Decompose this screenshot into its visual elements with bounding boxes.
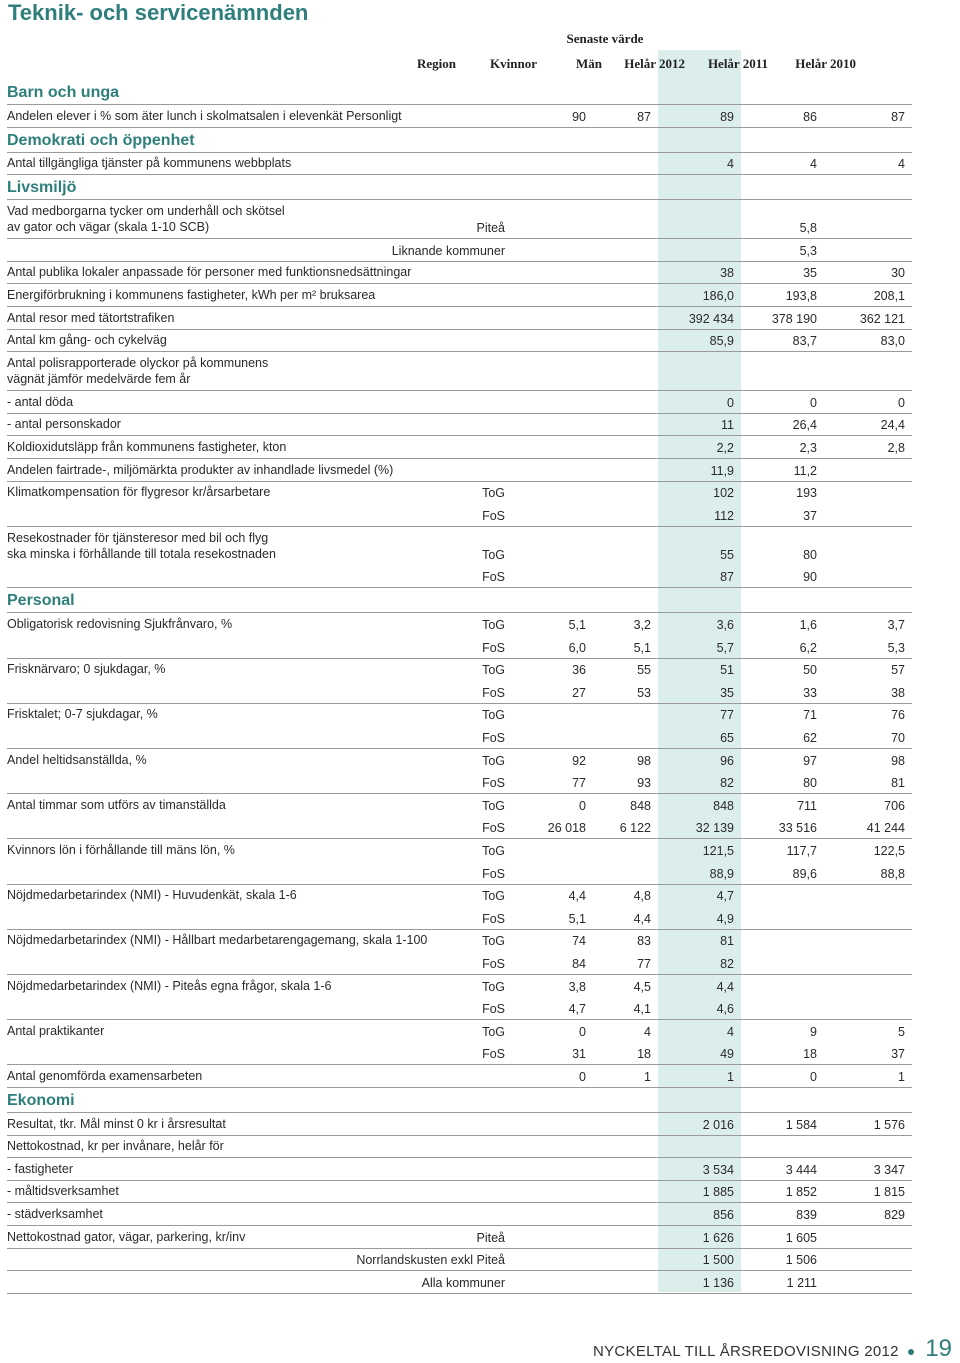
row-label: - fastigheter <box>7 1161 74 1176</box>
cell-h12: 112 <box>714 508 734 523</box>
cell-h12: 49 <box>720 1047 734 1062</box>
cell-reg: ToG <box>482 889 505 904</box>
row-label: Nöjdmedarbetarindex (NMI) - Huvudenkät, skala 1-6 <box>7 888 297 903</box>
cell-mn: 3,2 <box>633 617 651 632</box>
table-row <box>7 929 912 952</box>
row-label: Nettokostnad gator, vägar, parkering, kr/inv <box>7 1229 246 1244</box>
table-row <box>7 974 912 997</box>
cell-mn: 98 <box>637 753 651 768</box>
cell-h11: 26,4 <box>792 418 817 433</box>
cell-h12: 186,0 <box>702 288 734 303</box>
cell-h11: 50 <box>803 663 817 678</box>
section-title: Personal <box>7 592 75 610</box>
section-header <box>7 1087 912 1113</box>
row-label: - måltidsverksamhet <box>7 1184 119 1199</box>
cell-h11: 9 <box>810 1024 817 1039</box>
table-row <box>7 1270 912 1294</box>
cell-kv: 6,0 <box>568 640 586 655</box>
cell-mn: 4,1 <box>633 1002 651 1017</box>
cell-h11: 83,7 <box>792 334 817 349</box>
cell-h11: 97 <box>803 753 817 768</box>
table-row <box>7 1042 912 1066</box>
cell-h12: 51 <box>720 663 734 678</box>
table-row <box>7 906 912 930</box>
cell-h12: 2 016 <box>702 1117 734 1132</box>
cell-reg: ToG <box>482 753 505 768</box>
table-row <box>7 565 912 589</box>
row-label: Nöjdmedarbetarindex (NMI) - Piteås egna frågor, skala 1-6 <box>7 978 332 993</box>
col-header-helar-2011: Helår 2011 <box>707 56 768 71</box>
row-label: Vad medborgarna tycker om underhåll och skötsel av gator och vägar (skala 1-10 SCB) <box>7 204 285 235</box>
cell-h12: 96 <box>720 753 734 768</box>
table-row <box>7 1064 912 1088</box>
cell-h10: 3,7 <box>887 617 905 632</box>
row-label: - antal personskador <box>7 417 121 432</box>
row-label: Antal genomförda examensarbeten <box>7 1068 203 1083</box>
row-label: Antal km gång- och cykelväg <box>7 333 167 348</box>
cell-kv: 5,1 <box>568 911 586 926</box>
cell-h11: 117,7 <box>786 843 817 858</box>
cell-h10: 83,0 <box>880 334 905 349</box>
table-row <box>7 703 912 726</box>
cell-h10: 362 121 <box>859 311 905 326</box>
cell-h11: 839 <box>796 1207 817 1222</box>
cell-h11: 89,6 <box>792 866 817 881</box>
section-header <box>7 79 912 105</box>
cell-kv: 90 <box>572 109 586 124</box>
table-row <box>7 1202 912 1226</box>
cell-mn: 6 122 <box>619 821 651 836</box>
cell-h10: 37 <box>891 1047 905 1062</box>
cell-h11: 37 <box>803 508 817 523</box>
cell-reg: ToG <box>482 843 505 858</box>
cell-h12: 65 <box>720 730 734 745</box>
cell-h11: 5,3 <box>799 243 817 258</box>
cell-h12: 392 434 <box>688 311 734 326</box>
cell-h12: 35 <box>720 685 734 700</box>
table-row <box>7 435 912 459</box>
table-row <box>7 413 912 437</box>
cell-mn: 848 <box>630 798 651 813</box>
cell-mn: 93 <box>637 776 651 791</box>
cell-h11: 5,8 <box>799 221 817 236</box>
col-header-region: Region <box>417 56 456 71</box>
cell-reg: FoS <box>482 570 505 585</box>
cell-h12: 88,9 <box>709 866 734 881</box>
cell-h10: 57 <box>891 663 905 678</box>
table-row <box>7 680 912 704</box>
table-row <box>7 771 912 795</box>
table-row <box>7 725 912 749</box>
cell-reg: FoS <box>482 1047 505 1062</box>
section-title: Barn och unga <box>7 84 120 101</box>
cell-reg: ToG <box>482 708 505 723</box>
section-header <box>7 174 912 200</box>
col-header-helar-2010: Helår 2010 <box>795 56 856 71</box>
col-header-helar-2012: Helår 2012 <box>624 56 685 71</box>
cell-h12: 77 <box>720 708 734 723</box>
cell-h11: 711 <box>797 798 817 813</box>
table-row <box>7 329 912 353</box>
cell-h12: 1 626 <box>702 1230 734 1245</box>
table-row <box>7 481 912 504</box>
cell-h12: 85,9 <box>709 334 734 349</box>
row-label: Nettokostnad, kr per invånare, helår för <box>7 1139 224 1154</box>
cell-h12: 87 <box>720 570 734 585</box>
cell-h11: 0 <box>810 395 817 410</box>
cell-h12: 82 <box>720 956 734 971</box>
row-label: Antal polisrapporterade olyckor på kommunens vägnät jämför medelvärde fem år <box>7 356 269 387</box>
cell-kv: 3,8 <box>568 979 586 994</box>
cell-reg: ToG <box>482 934 505 949</box>
table-row <box>7 997 912 1021</box>
cell-h12: 1 885 <box>702 1185 734 1200</box>
table-row <box>7 861 912 885</box>
cell-h10: 5,3 <box>887 640 905 655</box>
table-row <box>7 1019 912 1042</box>
table-row <box>7 793 912 816</box>
cell-h12: 102 <box>713 486 734 501</box>
cell-h12: 81 <box>720 934 734 949</box>
row-label: Resultat, tkr. Mål minst 0 kr i årsresultat <box>7 1116 226 1131</box>
cell-h11: 1 852 <box>785 1185 817 1200</box>
table-row <box>7 1248 912 1272</box>
table-row <box>7 658 912 681</box>
cell-kv: 36 <box>572 663 586 678</box>
row-label: Antal praktikanter <box>7 1023 105 1038</box>
cell-h12: 121,5 <box>702 843 734 858</box>
cell-h12: 3 534 <box>702 1162 734 1177</box>
cell-h12: 4,4 <box>716 979 734 994</box>
cell-h11: 4 <box>810 157 817 172</box>
table-row <box>7 951 912 975</box>
cell-h10: 30 <box>891 266 905 281</box>
cell-h10: 1 815 <box>873 1185 905 1200</box>
cell-h11: 6,2 <box>799 640 817 655</box>
cell-h10: 70 <box>891 730 905 745</box>
cell-mn: 77 <box>637 956 651 971</box>
cell-h12: 3,6 <box>716 617 734 632</box>
cell-h11: 86 <box>803 109 817 124</box>
cell-h11: 3 444 <box>785 1162 817 1177</box>
cell-h11: 33 516 <box>778 821 817 836</box>
table-row <box>7 199 912 239</box>
cell-h10: 24,4 <box>880 418 905 433</box>
table-row <box>7 838 912 861</box>
cell-kv: 31 <box>572 1047 586 1062</box>
row-label: Koldioxidutsläpp från kommunens fastigheter, kton <box>7 439 287 454</box>
cell-h12: 4,9 <box>716 911 734 926</box>
cell-h11: 1 584 <box>785 1117 817 1132</box>
footer-text: NYCKELTAL TILL ÅRSREDOVISNING 2012 <box>592 1343 899 1360</box>
cell-h11: 1 605 <box>785 1230 817 1245</box>
cell-h11: 0 <box>810 1069 817 1084</box>
table-row <box>7 351 912 391</box>
cell-mn: 1 <box>644 1069 651 1084</box>
section-header <box>7 587 912 613</box>
cell-h10: 122,5 <box>873 843 905 858</box>
table-row <box>7 458 912 482</box>
cell-h11: 193,8 <box>785 288 817 303</box>
cell-kv: 0 <box>579 798 586 813</box>
cell-reg: FoS <box>482 776 505 791</box>
row-label: Obligatorisk redovisning Sjukfrånvaro, % <box>7 616 233 631</box>
cell-reg: ToG <box>482 617 505 632</box>
cell-h11: 378 190 <box>771 311 817 326</box>
cell-h11: 80 <box>803 547 817 562</box>
section-title: Livsmiljö <box>7 179 77 197</box>
row-label: Antal tillgängliga tjänster på kommunens webbplats <box>7 156 292 171</box>
table-row <box>7 884 912 907</box>
cell-h10: 76 <box>891 708 905 723</box>
cell-mn: 5,1 <box>633 640 651 655</box>
table-row <box>7 390 912 414</box>
cell-h12: 11 <box>721 418 734 433</box>
table-header <box>0 50 912 76</box>
table-row <box>7 261 912 285</box>
cell-kv: 0 <box>579 1069 586 1084</box>
cell-mn: 4,8 <box>633 889 651 904</box>
table-row <box>7 816 912 840</box>
cell-h10: 0 <box>898 395 905 410</box>
cell-kv: 4,7 <box>568 1002 586 1017</box>
row-label: Klimatkompensation för flygresor kr/årsarbetare <box>7 485 271 500</box>
cell-h10: 3 347 <box>873 1162 905 1177</box>
table-row <box>7 748 912 771</box>
row-label: Andelen fairtrade-, miljömärkta produkter av inhandlade livsmedel (%) <box>7 462 394 477</box>
cell-h11: 1,6 <box>799 617 817 632</box>
row-label: Antal publika lokaler anpassade för personer med funktionsnedsättningar <box>7 265 412 280</box>
row-label: Nöjdmedarbetarindex (NMI) - Hållbart medarbetarengagemang, skala 1-100 <box>7 933 428 948</box>
table-row <box>7 1112 912 1136</box>
cell-kv: 5,1 <box>568 617 586 632</box>
cell-reg: FoS <box>482 730 505 745</box>
cell-kv: 92 <box>572 753 586 768</box>
cell-mn: 83 <box>637 934 651 949</box>
table-row <box>7 635 912 659</box>
cell-kv: 74 <box>572 934 586 949</box>
cell-h12: 4,7 <box>716 889 734 904</box>
cell-h10: 1 <box>898 1069 905 1084</box>
cell-h11: 90 <box>803 570 817 585</box>
table-row <box>7 283 912 307</box>
cell-reg: FoS <box>482 866 505 881</box>
header-group-label: Senaste värde <box>566 31 644 46</box>
cell-reg: Piteå <box>476 1230 505 1245</box>
cell-h12: 89 <box>720 109 734 124</box>
cell-h12: 2,2 <box>716 440 734 455</box>
page-title: Teknik- och servicenämnden <box>8 0 309 25</box>
cell-h10: 87 <box>891 109 905 124</box>
cell-h10: 706 <box>884 798 905 813</box>
table-row <box>7 503 912 527</box>
cell-reg: Norrlandskusten exkl Piteå <box>356 1253 505 1268</box>
table-row <box>7 104 912 128</box>
table-row <box>7 526 912 565</box>
row-label: Resekostnader för tjänsteresor med bil och flyg ska minska i förhållande till totala resekostnaden <box>7 530 276 561</box>
table-row <box>7 1135 912 1159</box>
table-row <box>7 1180 912 1204</box>
cell-reg: FoS <box>482 1002 505 1017</box>
cell-reg: ToG <box>482 547 505 562</box>
cell-mn: 4,4 <box>633 911 651 926</box>
cell-h11: 1 211 <box>786 1275 817 1290</box>
cell-h11: 62 <box>803 730 817 745</box>
table-row <box>7 612 912 635</box>
cell-reg: ToG <box>482 663 505 678</box>
cell-h11: 1 506 <box>785 1253 817 1268</box>
cell-reg: Alla kommuner <box>421 1275 505 1290</box>
cell-mn: 53 <box>637 685 651 700</box>
table-row <box>7 306 912 330</box>
cell-h10: 2,8 <box>887 440 905 455</box>
cell-h11: 35 <box>803 266 817 281</box>
cell-h10: 5 <box>898 1024 905 1039</box>
cell-kv: 77 <box>572 776 586 791</box>
cell-h10: 4 <box>898 157 905 172</box>
cell-h12: 55 <box>720 547 734 562</box>
cell-h10: 41 244 <box>866 821 905 836</box>
cell-h12: 4 <box>727 157 734 172</box>
section-title: Demokrati och öppenhet <box>7 131 195 149</box>
cell-h12: 38 <box>720 266 734 281</box>
cell-mn: 87 <box>637 109 651 124</box>
cell-h10: 88,8 <box>880 866 905 881</box>
cell-h11: 11,2 <box>793 463 817 478</box>
row-label: Andel heltidsanställda, % <box>7 752 147 767</box>
row-label: - antal döda <box>7 394 74 409</box>
cell-h12: 856 <box>713 1207 734 1222</box>
row-label: Antal timmar som utförs av timanställda <box>7 797 226 812</box>
section-header <box>7 127 912 153</box>
cell-mn: 55 <box>637 663 651 678</box>
cell-h10: 829 <box>884 1207 905 1222</box>
cell-kv: 27 <box>572 685 586 700</box>
col-header-man: Män <box>576 56 602 71</box>
row-label: Frisknärvaro; 0 sjukdagar, % <box>7 662 166 677</box>
row-label: Kvinnors lön i förhållande till mäns lön, % <box>7 842 235 857</box>
cell-reg: ToG <box>482 979 505 994</box>
cell-reg: FoS <box>482 911 505 926</box>
cell-kv: 0 <box>579 1024 586 1039</box>
cell-reg: FoS <box>482 685 505 700</box>
cell-h12: 1 136 <box>702 1275 734 1290</box>
row-label: Frisktalet; 0-7 sjukdagar, % <box>7 707 158 722</box>
cell-h12: 4 <box>727 1024 734 1039</box>
row-label: Antal resor med tätortstrafiken <box>7 310 175 325</box>
cell-reg: ToG <box>482 1024 505 1039</box>
cell-h12: 11,9 <box>710 463 734 478</box>
page-footer <box>593 1335 952 1363</box>
row-label: - städverksamhet <box>7 1206 103 1221</box>
cell-reg: FoS <box>482 640 505 655</box>
cell-mn: 18 <box>637 1047 651 1062</box>
cell-h11: 33 <box>803 685 817 700</box>
cell-h12: 1 500 <box>702 1253 734 1268</box>
cell-reg: ToG <box>482 486 505 501</box>
cell-h10: 208,1 <box>873 288 905 303</box>
cell-h11: 193 <box>796 486 817 501</box>
cell-h11: 71 <box>803 708 817 723</box>
cell-h10: 98 <box>891 753 905 768</box>
table-row <box>7 1225 912 1249</box>
cell-h11: 18 <box>803 1047 817 1062</box>
row-label: Energiförbrukning i kommunens fastigheter, kWh per m² bruksarea <box>7 287 376 302</box>
cell-h12: 5,7 <box>716 640 734 655</box>
cell-h12: 848 <box>713 798 734 813</box>
cell-h10: 38 <box>891 685 905 700</box>
col-header-kvinnor: Kvinnor <box>490 56 537 71</box>
section-title: Ekonomi <box>7 1092 75 1109</box>
cell-h10: 1 576 <box>873 1117 905 1132</box>
cell-reg: FoS <box>482 956 505 971</box>
row-label: Andelen elever i % som äter lunch i skolmatsalen i elevenkät Personligt <box>7 108 402 123</box>
cell-h12: 4,6 <box>716 1002 734 1017</box>
table-row <box>7 152 912 176</box>
cell-h12: 82 <box>720 776 734 791</box>
cell-reg: Piteå <box>476 221 505 236</box>
cell-h12: 1 <box>727 1069 734 1084</box>
cell-mn: 4,5 <box>633 979 651 994</box>
cell-kv: 26 018 <box>547 821 586 836</box>
bullet-icon: ● <box>906 1343 916 1359</box>
cell-h12: 0 <box>727 395 734 410</box>
cell-reg: FoS <box>482 508 505 523</box>
cell-reg: Liknande kommuner <box>391 243 505 258</box>
table-row <box>7 238 912 262</box>
cell-kv: 84 <box>572 956 586 971</box>
cell-h12: 32 139 <box>695 821 734 836</box>
table-row <box>7 1157 912 1181</box>
cell-h11: 2,3 <box>799 440 817 455</box>
cell-mn: 4 <box>644 1024 651 1039</box>
cell-h11: 80 <box>803 776 817 791</box>
cell-h10: 81 <box>891 776 905 791</box>
cell-kv: 4,4 <box>568 889 586 904</box>
cell-reg: FoS <box>482 821 505 836</box>
page-number: 19 <box>925 1335 952 1362</box>
cell-reg: ToG <box>482 798 505 813</box>
